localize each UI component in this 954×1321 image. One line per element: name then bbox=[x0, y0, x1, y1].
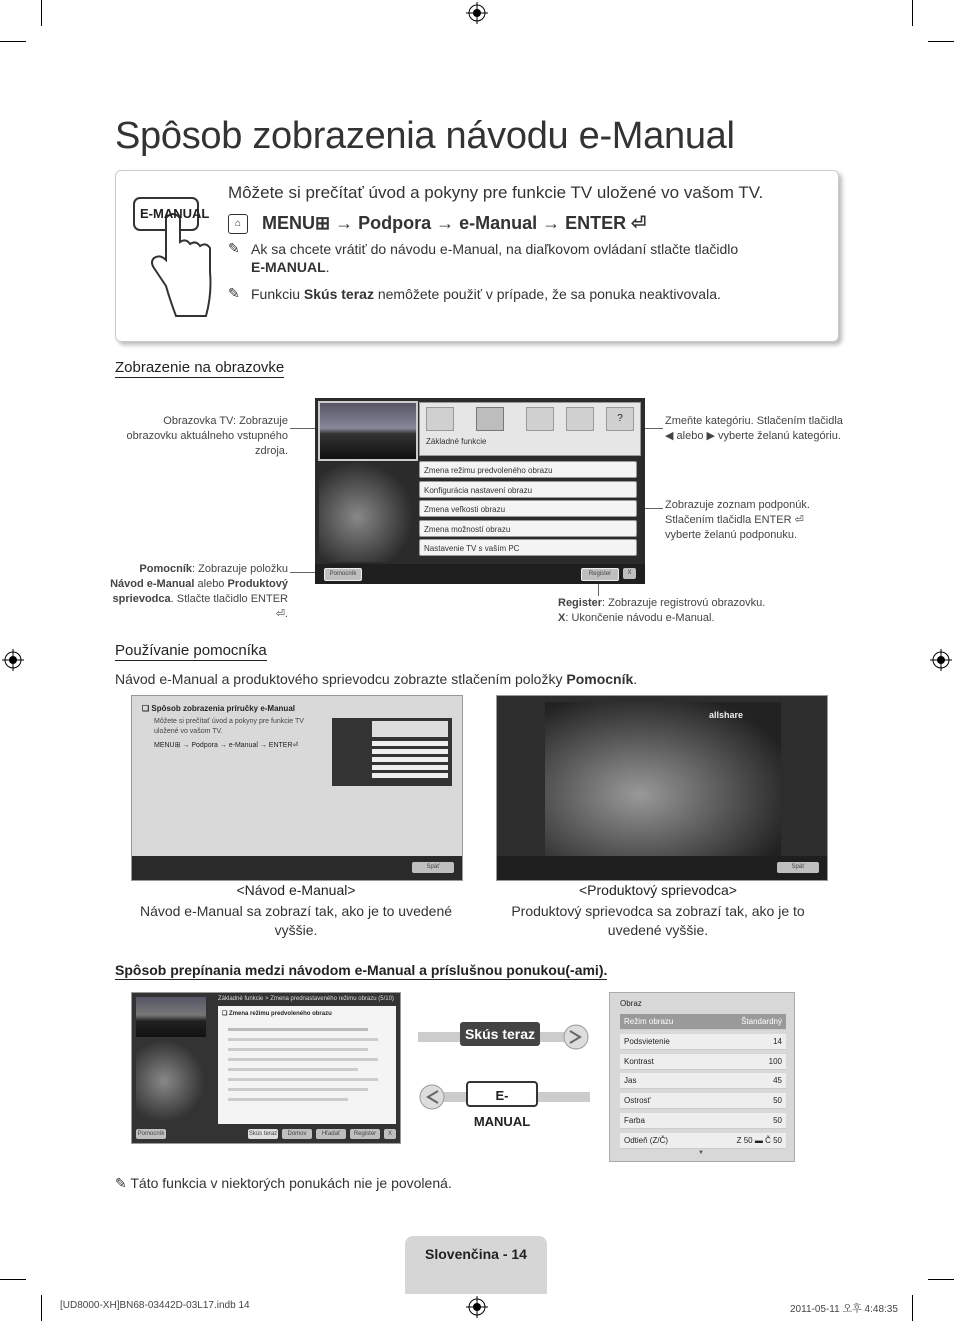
callout-leader bbox=[598, 582, 599, 596]
text-line bbox=[228, 1058, 378, 1061]
caption-text: Návod e-Manual sa zobrazí tak, ako je to uvedené vyššie. bbox=[139, 903, 453, 938]
emanual-button-label: E-MANUAL bbox=[140, 206, 210, 221]
search-button[interactable]: Hľadať bbox=[316, 1129, 346, 1139]
thumb-item bbox=[372, 773, 448, 778]
menu-path-icon: ⌂ bbox=[228, 214, 248, 234]
thumb-category-bar bbox=[372, 721, 448, 737]
category-advanced-icon[interactable] bbox=[526, 407, 554, 431]
back-button[interactable]: Späť bbox=[777, 862, 819, 873]
text-line bbox=[228, 1098, 348, 1101]
callout-submenu: Zobrazuje zoznam podponúk. Stlačením tlačidla ENTER ⏎ vyberte želanú podponuku. bbox=[665, 499, 810, 541]
allshare-logo: allshare bbox=[709, 710, 744, 720]
emanual-label: E-MANUAL bbox=[466, 1081, 538, 1107]
try-now-label: Skús teraz bbox=[460, 1022, 540, 1046]
callout-category: Zmeňte kategóriu. Stlačením tlačidla ◀ alebo ▶ vyberte želanú kategóriu. bbox=[665, 415, 843, 442]
category-label: Základné funkcie bbox=[426, 437, 487, 446]
settings-panel bbox=[609, 992, 795, 1162]
tv-screen bbox=[315, 398, 645, 584]
crop-mark bbox=[912, 1295, 913, 1321]
category-other-icon[interactable] bbox=[566, 407, 594, 431]
submenu-item[interactable]: Konfigurácia nastavení obrazu bbox=[419, 481, 637, 498]
text-line bbox=[228, 1048, 368, 1051]
submenu-item[interactable]: Zmena režimu predvoleného obrazu bbox=[419, 461, 637, 478]
crop-mark bbox=[928, 1279, 954, 1280]
thumb-item bbox=[372, 741, 448, 746]
text-line bbox=[228, 1068, 358, 1071]
back-button[interactable]: Späť bbox=[412, 862, 454, 873]
text-line bbox=[228, 1088, 368, 1091]
emanual-page-screen bbox=[131, 992, 401, 1144]
callout-register: Register: Zobrazuje registrovú obrazovku. X: Ukončenie návodu e-Manual. bbox=[558, 597, 766, 624]
registration-mark-icon bbox=[466, 2, 488, 24]
note-try-now: Funkciu Skús teraz nemôžete použiť v prípade, že sa ponuka neaktivovala. bbox=[251, 286, 721, 302]
register-button[interactable]: Register bbox=[581, 568, 619, 581]
text-line bbox=[228, 1078, 378, 1081]
product-guide-screen bbox=[496, 695, 828, 881]
section-heading: Spôsob prepínania medzi návodom e-Manual a príslušnou ponukou(-ami). bbox=[115, 962, 608, 978]
register-button[interactable]: Register bbox=[350, 1129, 380, 1139]
crop-mark bbox=[41, 0, 42, 26]
category-help-icon[interactable]: ? bbox=[606, 407, 634, 431]
section-heading: Používanie pomocníka bbox=[115, 642, 267, 659]
submenu-item[interactable]: Nastavenie TV s vaším PC bbox=[419, 539, 637, 556]
callout-leader bbox=[290, 428, 318, 429]
note-pencil-icon: ✎ bbox=[228, 285, 240, 301]
submenu-item[interactable]: Zmena veľkosti obrazu bbox=[419, 500, 637, 517]
settings-row[interactable]: Podsvietenie 14 bbox=[620, 1034, 786, 1050]
settings-row[interactable]: Jas 45 bbox=[620, 1073, 786, 1089]
scroll-down-icon[interactable]: ▼ bbox=[698, 1150, 704, 1156]
settings-row[interactable]: Kontrast 100 bbox=[620, 1054, 786, 1070]
footer-date: 2011-05-11 오후 4:48:35 bbox=[790, 1304, 898, 1315]
category-picture-icon[interactable] bbox=[476, 407, 504, 431]
section-heading: Zobrazenie na obrazovke bbox=[115, 359, 285, 376]
thumb-item bbox=[372, 757, 448, 762]
page-label: Slovenčina - 14 bbox=[425, 1246, 527, 1262]
submenu-item[interactable]: Zmena možností obrazu bbox=[419, 520, 637, 537]
thumb-item bbox=[372, 765, 448, 770]
note-return-text: Ak sa chcete vrátiť do návodu e-Manual, na diaľkovom ovládaní stlačte tlačidlo bbox=[251, 241, 739, 257]
try-now-button[interactable]: Skús teraz bbox=[248, 1131, 278, 1137]
emanual-thumbnail bbox=[332, 718, 452, 786]
thumb-item bbox=[372, 749, 448, 754]
category-basic-icon[interactable] bbox=[426, 407, 454, 431]
home-button[interactable]: Domov bbox=[282, 1129, 312, 1139]
page-heading: ❑ Zmena režimu predvoleného obrazu bbox=[222, 1011, 332, 1017]
crop-mark bbox=[928, 41, 954, 42]
text-line bbox=[228, 1038, 378, 1041]
emanual-body: Môžete si prečítať úvod a pokyny pre funkcie TV uložené vo vašom TV. bbox=[154, 718, 304, 735]
settings-row[interactable]: Ostrosť 50 bbox=[620, 1093, 786, 1109]
registration-mark-icon bbox=[930, 649, 952, 671]
close-button[interactable]: X bbox=[623, 568, 636, 579]
settings-row[interactable]: Odtieň (Z/Č) Z 50 ▬ Č 50 bbox=[620, 1133, 786, 1149]
settings-row[interactable]: Režim obrazu Štandardný bbox=[620, 1014, 786, 1030]
section-text: Návod e-Manual a produktového sprievodcu zobrazte stlačením položky Pomocník. bbox=[115, 671, 638, 687]
callout-helper: Pomocník: Zobrazuje položku Návod e-Manual alebo Produktový sprievodca. Stlačte tlačidlo ENTER ⏎. bbox=[110, 563, 288, 620]
emanual-screen bbox=[131, 695, 463, 881]
decorative-swirl-image bbox=[319, 462, 415, 562]
product-guide-image bbox=[545, 702, 781, 856]
intro-text: Môžete si prečítať úvod a pokyny pre funkcie TV uložené vo vašom TV. bbox=[228, 183, 764, 202]
emanual-heading: ❑ Spôsob zobrazenia príručky e-Manual bbox=[142, 704, 295, 713]
menu-path: MENU⊞ → Podpora → e-Manual → ENTER ⏎ bbox=[262, 213, 647, 233]
crop-mark bbox=[0, 1279, 26, 1280]
crop-mark bbox=[0, 41, 26, 42]
helper-button[interactable]: Pomocník bbox=[137, 1131, 165, 1137]
crop-mark bbox=[41, 1295, 42, 1321]
note-emanual-key: E-MANUAL. bbox=[251, 259, 330, 275]
page-thumbnail bbox=[136, 997, 206, 1037]
caption-text: Produktový sprievodca sa zobrazí tak, ako je to uvedené vyššie. bbox=[511, 903, 805, 938]
page-content bbox=[218, 1006, 396, 1124]
decorative-swirl-image bbox=[136, 1041, 206, 1121]
settings-title: Obraz bbox=[620, 999, 642, 1008]
crop-mark bbox=[912, 0, 913, 26]
caption-title: <Produktový sprievodca> bbox=[579, 882, 737, 898]
registration-mark-icon bbox=[466, 1296, 488, 1318]
bottom-note: ✎ Táto funkcia v niektorých ponukách nie je povolená. bbox=[115, 1175, 452, 1191]
submenu-list bbox=[419, 461, 641, 561]
footer-file: [UD8000-XH]BN68-03442D-03L17.indb 14 bbox=[60, 1300, 250, 1311]
settings-row[interactable]: Farba 50 bbox=[620, 1113, 786, 1129]
close-button[interactable]: X bbox=[384, 1129, 396, 1139]
page-label-badge bbox=[405, 1236, 547, 1294]
page-title: Spôsob zobrazenia návodu e-Manual bbox=[115, 115, 735, 157]
text-line bbox=[228, 1028, 368, 1031]
helper-button[interactable]: Pomocník bbox=[324, 568, 362, 581]
callout-tv-screen: Obrazovka TV: Zobrazuje obrazovku aktuálneho vstupného zdroja. bbox=[126, 415, 288, 457]
registration-mark-icon bbox=[2, 649, 24, 671]
note-pencil-icon: ✎ bbox=[228, 240, 240, 256]
emanual-path: MENU⊞ → Podpora → e-Manual → ENTER⏎ bbox=[154, 742, 299, 749]
caption-title: <Návod e-Manual> bbox=[236, 882, 356, 898]
page-breadcrumb: Základné funkcie > Zmena prednastaveného režimu obrazu (5/10) bbox=[218, 996, 394, 1002]
category-bar[interactable] bbox=[419, 402, 641, 456]
tv-source-thumbnail bbox=[318, 401, 418, 461]
